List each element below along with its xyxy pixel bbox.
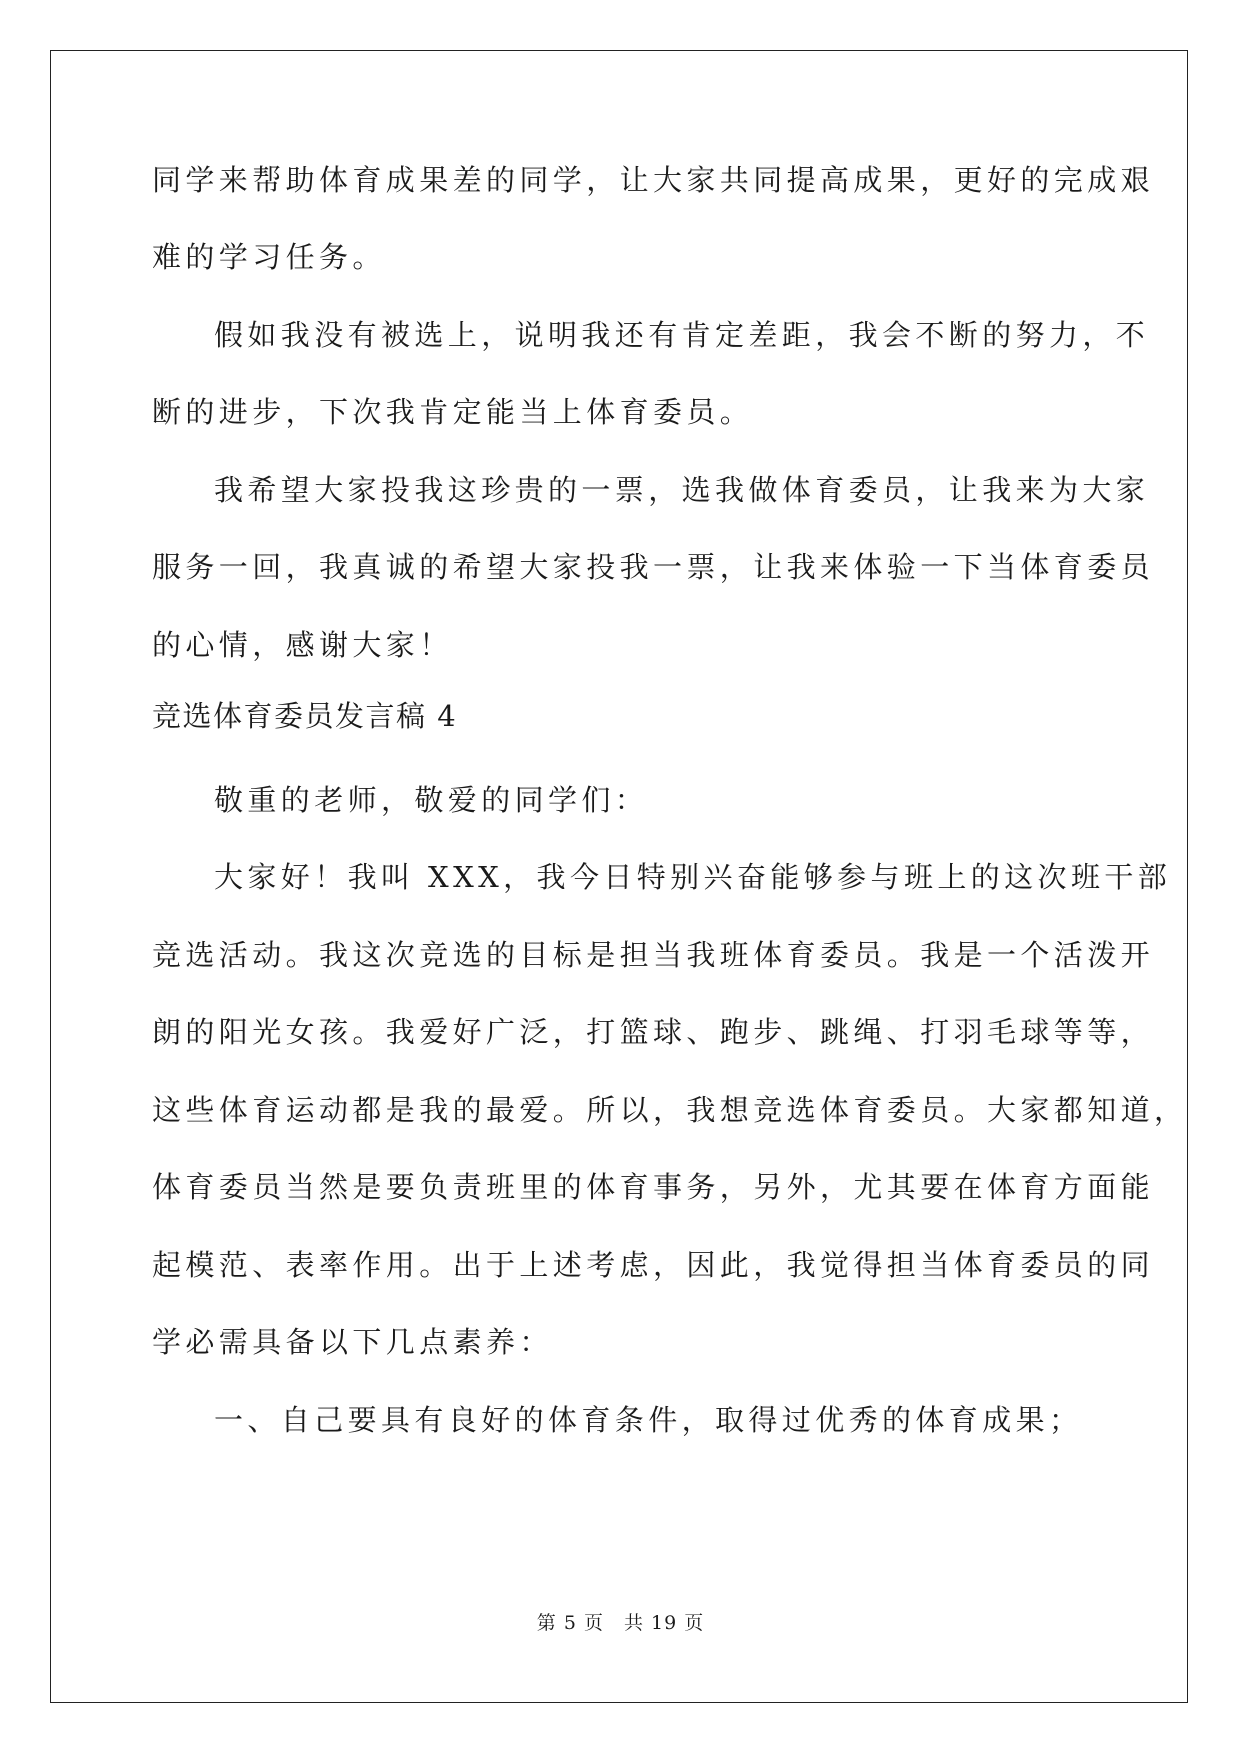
paragraph-line: 朗的阳光女孩。我爱好广泛，打篮球、跑步、跳绳、打羽毛球等等， (152, 1015, 1155, 1049)
paragraph-line: 起模范、表率作用。出于上述考虑，因此，我觉得担当体育委员的同 (152, 1248, 1155, 1282)
section-heading: 竞选体育委员发言稿 4 (152, 699, 458, 733)
paragraph-line: 假如我没有被选上，说明我还有肯定差距，我会不断的努力，不 (214, 318, 1150, 352)
paragraph-line: 大家好！我叫 XXX，我今日特别兴奋能够参与班上的这次班干部 (214, 860, 1172, 894)
paragraph-line: 一、自己要具有良好的体育条件，取得过优秀的体育成果； (214, 1403, 1083, 1437)
paragraph-line: 服务一回，我真诚的希望大家投我一票，让我来体验一下当体育委员 (152, 550, 1155, 584)
page-number-footer: 第 5 页 共 19 页 (536, 1612, 705, 1634)
paragraph-line: 学必需具备以下几点素养： (152, 1325, 553, 1359)
paragraph-line: 断的进步，下次我肯定能当上体育委员。 (152, 395, 754, 429)
paragraph-line: 的心情，感谢大家！ (152, 628, 453, 662)
paragraph-line: 同学来帮助体育成果差的同学，让大家共同提高成果，更好的完成艰 (152, 163, 1155, 197)
paragraph-line: 难的学习任务。 (152, 240, 386, 274)
paragraph-line: 我希望大家投我这珍贵的一票，选我做体育委员，让我来为大家 (214, 473, 1150, 507)
paragraph-line: 敬重的老师，敬爱的同学们： (214, 783, 649, 817)
paragraph-line: 体育委员当然是要负责班里的体育事务，另外，尤其要在体育方面能 (152, 1170, 1155, 1204)
paragraph-line: 这些体育运动都是我的最爱。所以，我想竞选体育委员。大家都知道， (152, 1093, 1188, 1127)
paragraph-line: 竞选活动。我这次竞选的目标是担当我班体育委员。我是一个活泼开 (152, 938, 1155, 972)
